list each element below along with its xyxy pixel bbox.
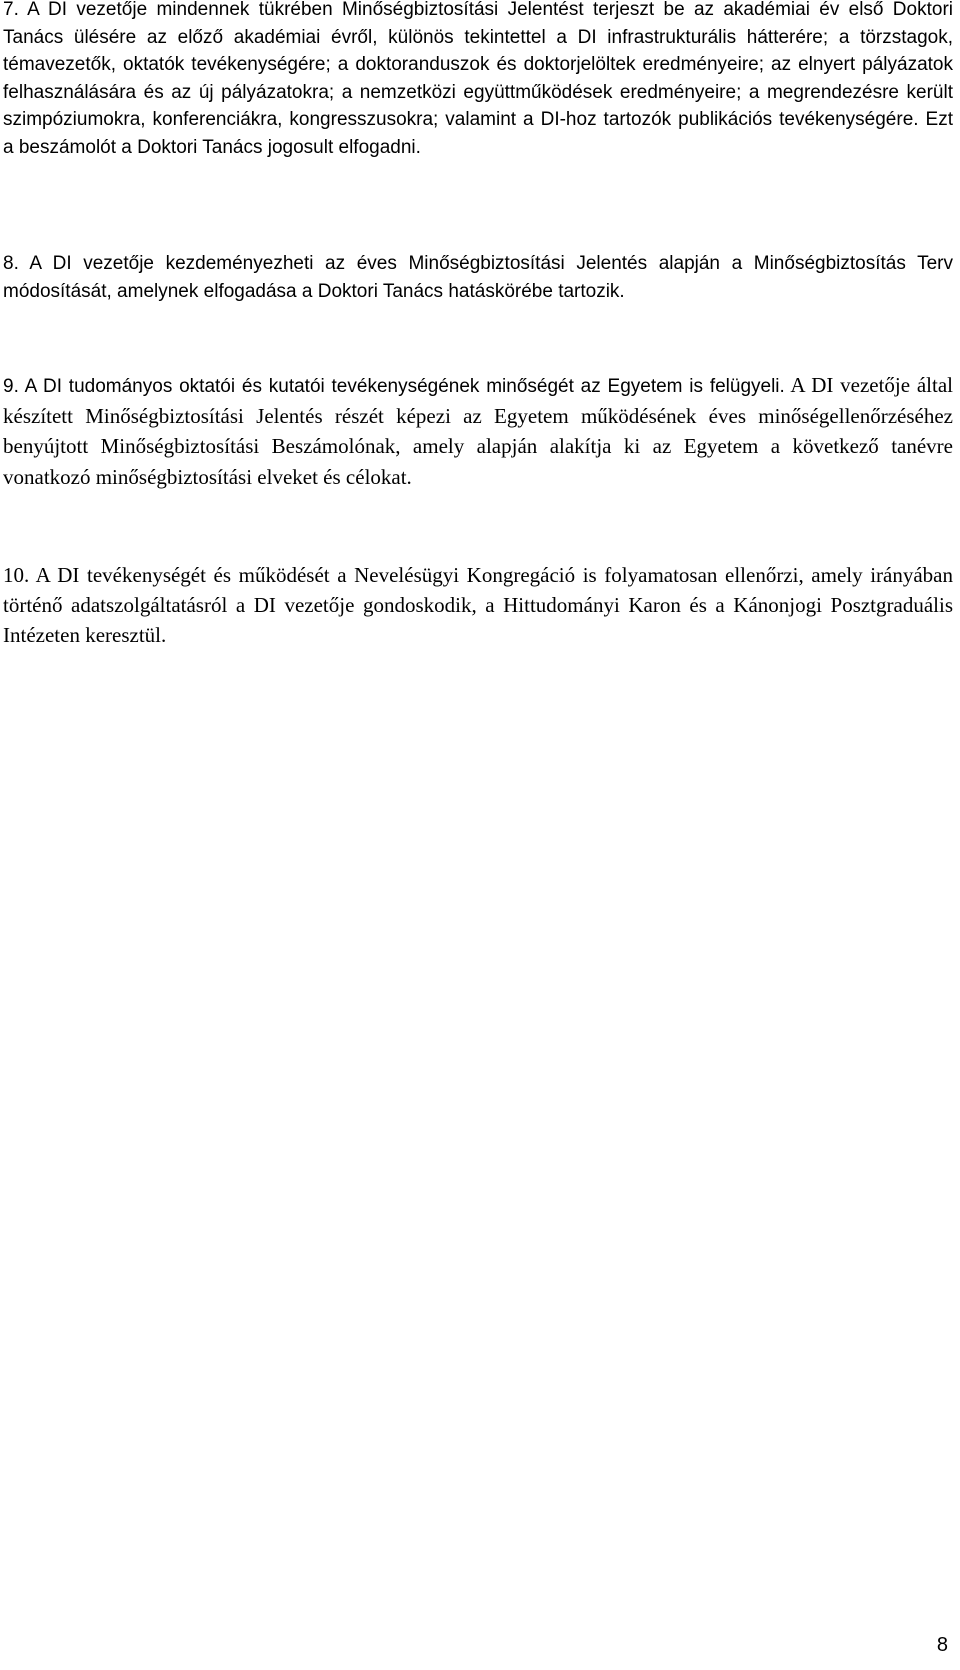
paragraph-7: 7. A DI vezetője mindennek tükrében Minőségbiztosítási Jelentést terjeszt be az akadémiai év első Doktori Tanács ülésére az előző akadémiai évről, különös tekintettel a DI infrastrukturális hátterére; a törzstagok, témavezetők, oktatók tevékenységére; a doktoranduszok és doktorjelöltek eredményeire; az elnyert pályázatok felhasználására és az új pályázatokra; a nemzetközi együttműködések eredményeire; a megrendezésre került szimpóziumokra, konferenciákra, kongresszusokra; valamint a DI-hoz tartozók publikációs tevékenységére. Ezt a beszámolót a Doktori Tanács jogosult elfogadni. bbox=[3, 0, 953, 158]
paragraph-8: 8. A DI vezetője kezdeményezheti az éves Minőségbiztosítási Jelentés alapján a Minőségbiztosítás Terv módosítását, amelynek elfogadása a Doktori Tanács hatáskörébe tartozik. bbox=[3, 253, 953, 302]
paragraph-9 bbox=[3, 370, 953, 492]
paragraph-9-sans-part: 9. A DI tudományos oktatói és kutatói tevékenységének minőségét az Egyetem is felügyeli. bbox=[3, 376, 785, 397]
paragraph-10: 10. A DI tevékenységét és működését a Nevelésügyi Kongregáció is folyamatosan ellenőrzi, amely irányában történő adatszolgáltatásról a DI vezetője gondoskodik, a Hittudományi Karon és a Kánonjogi Posztgraduális Intézeten keresztül. bbox=[3, 563, 953, 647]
paragraph-9-serif-part: A DI vezetője által készített Minőségbiztosítási Jelentés részét képezi az Egyetem működésének éves minőségellenőrzéséhez benyújtott Minőségbiztosítási Beszámolónak, amely alapján alakítja ki az Egyetem a következő tanévre vonatkozó minőségbiztosítási elveket és célokat. bbox=[3, 373, 953, 489]
page-number: 8 bbox=[936, 1634, 948, 1656]
